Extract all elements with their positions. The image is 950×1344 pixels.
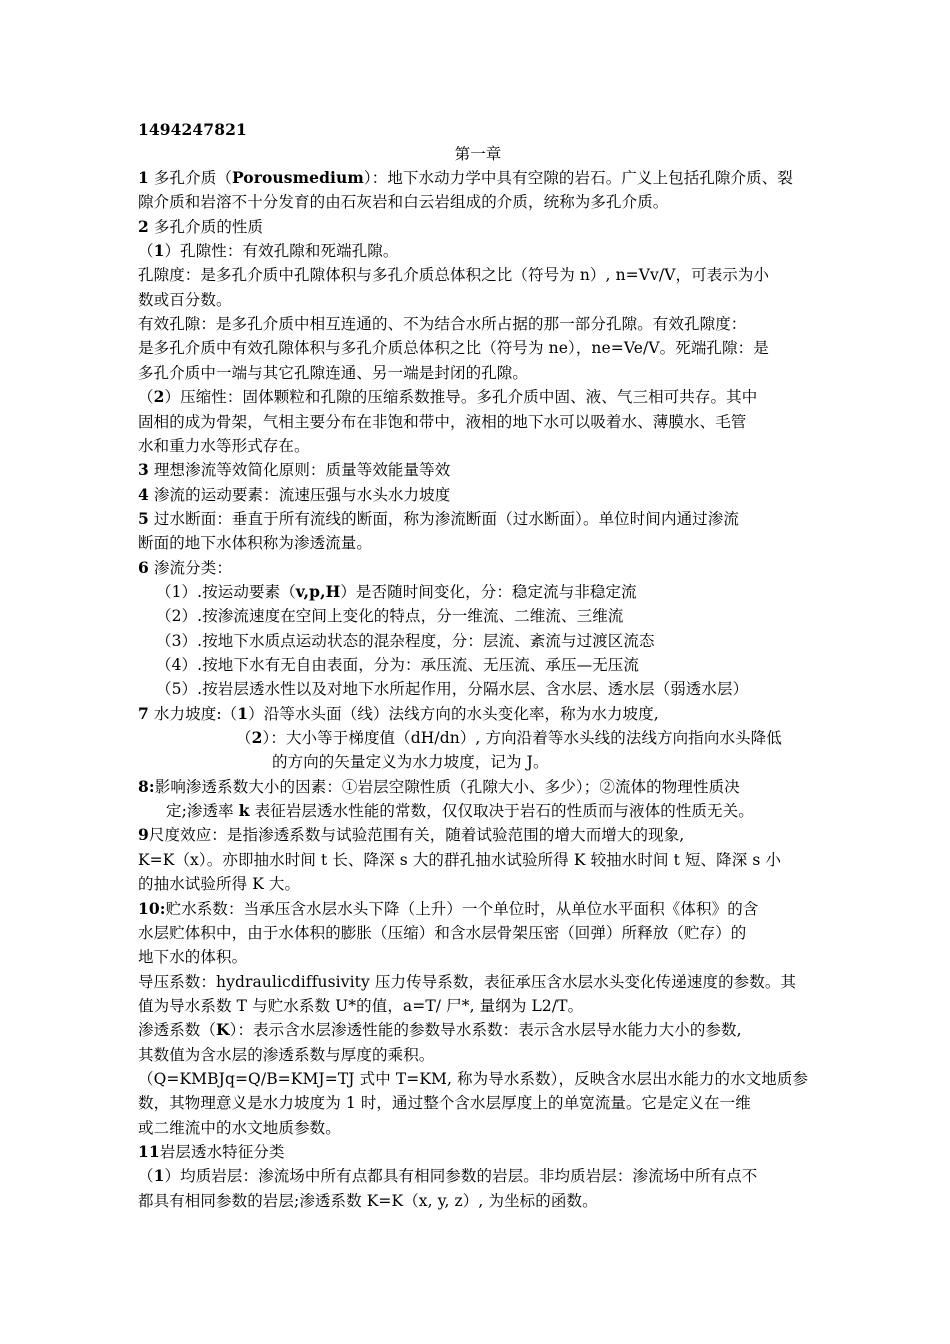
line-text: （3）.按地下水质点运动状态的混杂程度，分：层流、紊流与过渡区流态 (156, 631, 655, 650)
line-text: 多孔介质的性质 (153, 217, 264, 236)
text-line (138, 288, 818, 312)
text-line (156, 677, 818, 701)
line-text: 导压系数：hydraulicdiffusivity 压力传导系数，表征承压含水层水头变化传递速度的参数。其 (138, 972, 797, 991)
text-line (138, 823, 818, 847)
line-text-bold: 1 (153, 241, 165, 261)
line-text: 断面的地下水体积称为渗透流量。 (138, 534, 373, 553)
text-line (138, 166, 818, 190)
line-text: （5）.按岩层透水性以及对地下水所起作用，分隔水层、含水层、透水层（弱透水层） (156, 680, 749, 699)
line-text-suffix: ）：大小等于梯度值（dH/dn）, 方向沿着等水头线的法线方向指向水头降低 (262, 729, 782, 748)
line-text: 尺度效应：是指渗透系数与试验范围有关，随着试验范围的增大而增大的现象, (148, 826, 685, 845)
line-text-suffix: ）沿等水头面（线）法线方向的水头变化率，称为水力坡度, (248, 704, 659, 723)
line-text-suffix: ）均质岩层：渗流场中所有点都具有相同参数的岩层。非均质岩层：渗流场中所有点不 (164, 1167, 758, 1186)
line-text: 地下水的体积。 (138, 948, 248, 967)
line-text: 的抽水试验所得 K 大。 (138, 875, 301, 894)
item-number: 5 (138, 508, 149, 528)
line-text-prefix: （ (236, 729, 252, 748)
line-text: 的方向的矢量定义为水力坡度，记为 J。 (272, 753, 549, 772)
text-line (138, 385, 818, 409)
item-number: 1 (138, 168, 149, 187)
line-text: 数，其物理意义是水力坡度为 1 时，通过整个含水层厚度上的单宽流量。它是定义在一维 (138, 1094, 751, 1113)
item-number: 9 (138, 825, 149, 845)
line-text: 贮水系数：当承压含水层水头下降（上升）一个单位时，从单位水平面积《体积》的含 (165, 899, 759, 918)
text-line (138, 458, 818, 482)
text-line (138, 1189, 818, 1213)
text-line (138, 872, 818, 896)
text-line (138, 483, 818, 507)
line-text: 影响渗透系数大小的因素：①岩层空隙性质（孔隙大小、多少）；②流体的物理性质决 (154, 777, 740, 796)
item-number: 7 (138, 703, 149, 723)
text-line (138, 556, 818, 580)
text-line (156, 604, 818, 628)
text-line (138, 1140, 818, 1164)
item-number: 3 (138, 460, 149, 480)
line-text-suffix: ）是否随时间变化，分：稳定流与非稳定流 (340, 582, 637, 601)
line-text-bold: 1 (237, 703, 249, 723)
line-text: K=K（x）。亦即抽水时间 t 长、降深 s 大的群孔抽水试验所得 K 较抽水时间 t 短、降深 s 小 (138, 850, 782, 869)
line-text: 数或百分数。 (138, 290, 232, 309)
line-text: （2）.按渗流速度在空间上变化的特点，分一维流、二维流、三维流 (156, 607, 624, 626)
text-line (138, 1116, 818, 1140)
line-text-suffix: ）孔隙性：有效孔隙和死端孔隙。 (164, 242, 399, 261)
line-text-bold: 2 (251, 728, 263, 748)
line-text: （Q=KMBJq=Q/B=KMJ=TJ 式中 T=KM, 称为导水系数），反映含水层出水能力的水文地质参 (138, 1069, 809, 1088)
item-number: 8: (138, 776, 155, 796)
text-line (138, 190, 818, 214)
line-text: 理想渗流等效简化原则：质量等效能量等效 (153, 461, 451, 480)
line-text: 渗流分类： (153, 558, 232, 577)
text-line (138, 1018, 818, 1042)
text-line (138, 1043, 818, 1067)
text-line (138, 702, 818, 726)
item-number: 2 (138, 216, 149, 236)
line-text-prefix: 多孔介质（ (153, 169, 232, 187)
text-line (138, 848, 818, 872)
line-text-suffix: ）：地下水动力学中具有空隙的岩石。广义上包括孔隙介质、裂 (363, 169, 793, 187)
line-text: （4）.按地下水有无自由表面，分为：承压流、无压流、承压—无压流 (156, 656, 639, 674)
text-line (138, 263, 818, 287)
text-line (138, 1091, 818, 1115)
text-line (138, 336, 818, 360)
text-line (138, 312, 818, 336)
line-text: 多孔介质中一端与其它孔隙连通、另一端是封闭的孔隙。 (138, 363, 529, 382)
item-number: 11 (138, 1142, 160, 1161)
text-line (138, 994, 818, 1018)
item-number: 10: (138, 898, 166, 918)
item-number: 4 (138, 484, 149, 504)
line-text: 都具有相同参数的岩层;渗透系数 K=K（x, y, z）, 为坐标的函数。 (138, 1191, 598, 1210)
text-line (138, 1067, 818, 1091)
line-text-prefix: （ (138, 242, 154, 261)
text-line (138, 215, 818, 239)
line-text-bold: 1 (153, 1166, 165, 1186)
line-text: 水层贮体积中，由于水体积的膨胀（压缩）和含水层骨架压密（回弹）所释放（贮存）的 (138, 923, 747, 942)
line-text: 其数值为含水层的渗透系数与厚度的乘积。 (138, 1045, 435, 1064)
text-line (138, 410, 818, 434)
item-number: 6 (138, 557, 149, 577)
text-line (138, 507, 818, 531)
line-text-bold: v,p,H (295, 581, 341, 601)
text-line (272, 750, 818, 774)
text-line (156, 580, 818, 604)
chapter-title: 第一章 (454, 145, 502, 163)
text-line (236, 726, 818, 750)
text-line (138, 361, 818, 385)
text-line (138, 775, 818, 799)
line-text-prefix: （ (138, 388, 154, 407)
line-text: 岩层透水特征分类 (159, 1143, 285, 1161)
text-line (138, 434, 818, 458)
text-line (138, 1164, 818, 1188)
text-line (166, 799, 818, 823)
text-line (138, 531, 818, 555)
line-text: 或二维流中的水文地质参数。 (138, 1118, 341, 1137)
line-text: 隙介质和岩溶不十分发育的由石灰岩和白云岩组成的介质，统称为多孔介质。 (138, 193, 669, 212)
line-text-bold: Porousmedium (231, 168, 364, 187)
line-text: 是多孔介质中有效孔隙体积与多孔介质总体积之比（符号为 ne），ne=Ve/V。死端孔隙：是 (138, 339, 769, 358)
line-text-bold: k (238, 801, 250, 821)
text-line (156, 629, 818, 653)
text-line (138, 970, 818, 994)
text-line (138, 945, 818, 969)
line-text-prefix: 渗透系数（ (138, 1021, 217, 1040)
line-text: 值为导水系数 T 与贮水系数 U*的值，a=T/ 尸*, 量纲为 L2/T。 (138, 996, 584, 1015)
document-id: 1494247821 (138, 120, 247, 139)
line-text: 孔隙度：是多孔介质中孔隙体积与多孔介质总体积之比（符号为 n）, n=Vv/V，可表示为小 (138, 266, 770, 285)
line-text-suffix: 表征岩层透水性能的常数，仅仅取决于岩石的性质而与液体的性质无关。 (249, 802, 754, 821)
line-text-bold: K (216, 1020, 230, 1040)
line-text: 渗流的运动要素：流速压强与水头水力坡度 (153, 485, 451, 504)
line-text-prefix: 定;渗透率 (166, 802, 239, 821)
line-text-suffix: ）压缩性：固体颗粒和孔隙的压缩系数推导。多孔介质中固、液、气三相可共存。其中 (164, 388, 758, 407)
line-text-suffix: ）：表示含水层渗透性能的参数导水系数：表示含水层导水能力大小的参数, (229, 1021, 742, 1040)
text-line (138, 239, 818, 263)
text-line (138, 897, 818, 921)
line-text: 固相的成为骨架，气相主要分布在非饱和带中，液相的地下水可以吸着水、薄膜水、毛管 (138, 412, 747, 431)
line-text: 过水断面：垂直于所有流线的断面，称为渗流断面（过水断面）。单位时间内通过渗流 (153, 509, 739, 528)
line-text: 水和重力水等形式存在。 (138, 436, 310, 455)
text-line (138, 921, 818, 945)
line-text-bold: 2 (153, 387, 165, 407)
line-text-prefix: 水力坡度:（ (153, 704, 238, 723)
line-text: 有效孔隙：是多孔介质中相互连通的、不为结合水所占据的那一部分孔隙。有效孔隙度： (138, 315, 747, 334)
line-text-prefix: （1）.按运动要素（ (156, 582, 296, 601)
line-text-prefix: （ (138, 1167, 154, 1186)
text-line (156, 653, 818, 677)
